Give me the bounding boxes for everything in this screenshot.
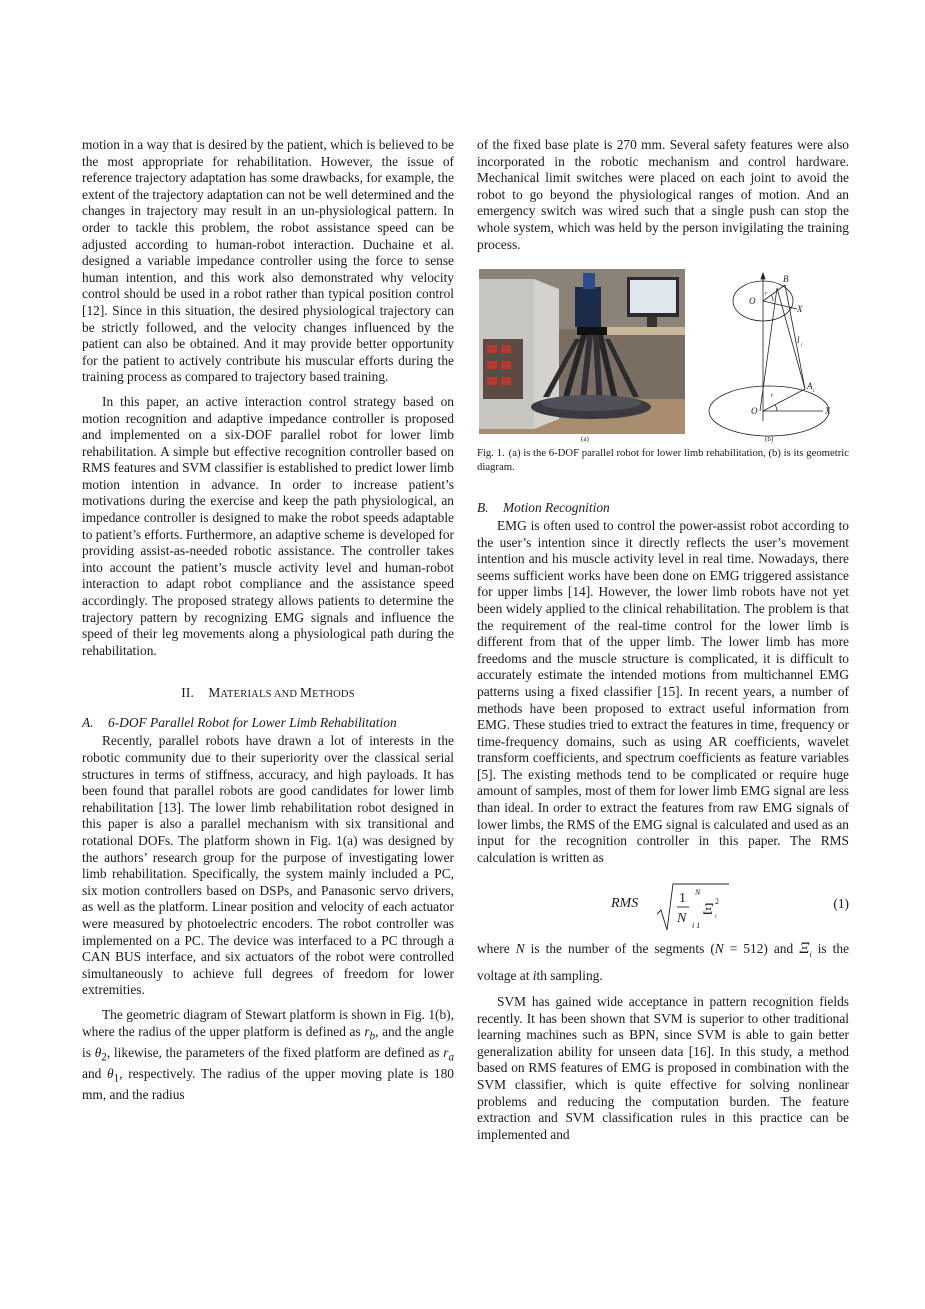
diagram-label-x-bottom: X	[825, 406, 831, 417]
diagram-label-r-top: r	[765, 291, 768, 298]
diagram-label-l-sub: i	[801, 343, 803, 349]
body-paragraph: The geometric diagram of Stewart platform is shown in Fig. 1(b), where the radius of the upper platform is defined as $r_b$, and the angle is $\theta_2$, likewise, the parameters of the fixed platform are defined as $r_a$ and $\theta_1$, respectively. The radius of the upper moving plate is 180 mm, and the radius	[82, 1006, 455, 1103]
diagram-label-a: A	[807, 381, 813, 392]
subfigure-label-a: (a)	[581, 435, 589, 444]
svg-text:2: 2	[715, 897, 719, 907]
body-paragraph: Recently, parallel robots have drawn a lot of interests in the robotic community due to their superiority over the classical serial structures in terms of stiffness, accuracy, and high payloads. It has been found that parallel robots are good candidates for lower limb rehabilitation [13]. The lower limb rehabilitation robot designed in this paper is also a parallel mechanism with six transitional and rotational DOFs. The platform shown in Fig. 1(a) was designed by the authors’ research group for the purpose of investigating lower limb rehabilitation. Specifically, the system mainly included a PC, six motion controllers based on DSPs, and Panasonic servo drivers, as well as the platform. Linear position and velocity of each actuator were measured by photoelectric encoders. The robot controller was implemented on a PC. The device was interfaced to a PC through a CAN BUS interface, and six actuators of the robot were controlled simultaneously to achieve full degrees of freedom for lower extremities.	[82, 733, 454, 998]
svg-text:Ξ: Ξ	[703, 901, 714, 919]
figure-caption: Fig. 1. (a) is the 6-DOF parallel robot for lower limb rehabilitation, (b) is its geometric diagram.	[477, 447, 849, 473]
svg-text:1: 1	[679, 891, 686, 907]
body-paragraph: where N is the number of the segments (N = 512) and $\Xi_i$ is the voltage at ith sampling.	[477, 940, 850, 984]
diagram-label-b: B	[783, 274, 789, 285]
robot-photo-illustration	[479, 269, 685, 434]
body-paragraph: of the fixed base plate is 270 mm. Several safety features were also incorporated in the robotic mechanism and control hardware. Mechanical limit switches were placed on each joint to avoid the robot to go beyond the physiological ranges of motion. And an emergency switch was wired such that a single push can stop the whole system, which was held by the person invigilating the training process.	[477, 137, 849, 252]
diagram-label-x-top: X	[797, 304, 803, 315]
diagram-label-r-bottom: r	[771, 393, 774, 400]
svg-text:N: N	[677, 911, 687, 927]
section-heading: II. MATERIALS AND METHODS	[181, 685, 355, 701]
equation-number: (1)	[833, 896, 849, 912]
robot-photo	[479, 269, 685, 434]
body-paragraph: motion in a way that is desired by the patient, which is believed to be the most appropriate for rehabilitation. However, the issue of reference trajectory adaptation has some drawbacks, for example, the extent of the trajectory adaptation can not be well determined and the changes in trajectory may result in an un-physiological pattern. In order to tackle this problem, the robot assistance speed can be adjusted according to human-robot interaction. Duchaine et al. designed a variable impedance controller using the force to sense human intention, and this work also demonstrated why velocity control should be used in a robot rather than typical position control [12]. Since in this situation, the desired physiological trajectory can be strictly followed, and the velocity changes influenced by the patient can also be obtained. And it may provide better opportunity for the patient to actively contribute his muscular efforts during the training process as compared to trajectory based training.	[82, 137, 454, 385]
equation-radical	[655, 880, 735, 932]
right-column	[477, 137, 849, 1143]
svg-text:i: i	[715, 914, 717, 921]
subsection-heading: B. Motion Recognition	[477, 499, 610, 515]
body-paragraph: In this paper, an active interaction control strategy based on motion recognition and adaptive impedance controller is proposed and implemented on a six-DOF parallel robot for lower limb rehabilitation. A simple but effective recognition controller based on RMS features and SVM classifier is established to predict lower limb motion intention in advance. In order to increase patient’s motivations during the exercise and keep the path physiological, an impedance controller is designed to make the robot speeds adaptable to patient’s efforts. Furthermore, an adaptive scheme is developed for providing assist-as-needed robotic assistance. The controller takes into account the patient’s muscle activity level and human-robot interaction to adapt robot compliance and the assistance speed accordingly. The proposed strategy allows patients to determine the trajectory pattern by recognizing EMG signals and influence the speed of their leg movements along a physiological path during the rehabilitation.	[82, 393, 454, 658]
svg-text:N: N	[695, 888, 701, 898]
diagram-label-o-bottom: O	[751, 406, 758, 417]
equation-lhs: RMS	[611, 896, 639, 912]
diagram-label-l: l	[797, 335, 800, 346]
diagram-label-a-sub: i	[813, 389, 815, 395]
subfigure-label-b: (b)	[765, 435, 774, 444]
body-paragraph: SVM has gained wide acceptance in pattern recognition fields recently. It has been shown that SVM is superior to other traditional learning machines such as BPN, since SVM is able to gain better generalization ability for unseen data [16]. In this study, a method based on RMS features of EMG is proposed in combination with the SVM classifier, which is quite effective for solving nonlinear problems and reducing the computation burden. The feature extraction and SVM classification rules in this practice can be implemented and	[477, 994, 849, 1142]
geometric-diagram	[705, 271, 865, 443]
subsection-heading: A. 6-DOF Parallel Robot for Lower Limb Rehabilitation	[82, 715, 397, 731]
body-paragraph: EMG is often used to control the power-assist robot according to the user’s intention since it directly reflects the user’s movement intention and his muscle activity level in real time. Nowadays, there seems sufficient works have been done on EMG triggered assistance for upper limbs [14]. However, the lower limb robots have not yet been widely applied to the clinical rehabilitation. The problem is that the requirement of the real-time control for the lower limb is different from that of the upper limb. The lower limb has more freedoms and the muscle structure is complicated, it is difficult to accurately estimate the intended motions from multichannel EMG patterns using a fixed classifier [15]. In recent years, a number of methods have been proposed to extract useful information from EMG. These studies tried to extract the features in time, frequency or time-frequency domains, such as using AR coefficients, wavelet transform coefficients, and spectrum coefficients as feature variables [5]. The existing methods tend to be complicated or require huge amount of samples, most of them for lower limb EMG signal are less than ideal. In order to extract the features from raw EMG signals of lower limbs, the RMS of the EMG signal is calculated and used as an input for the recognition controller in this paper. The RMS calculation is written as	[477, 517, 849, 865]
left-column	[82, 137, 454, 1104]
figure-1	[477, 269, 849, 447]
equation-1	[477, 880, 849, 932]
diagram-label-o-top: O	[749, 296, 756, 307]
svg-text:i 1: i 1	[692, 921, 701, 931]
